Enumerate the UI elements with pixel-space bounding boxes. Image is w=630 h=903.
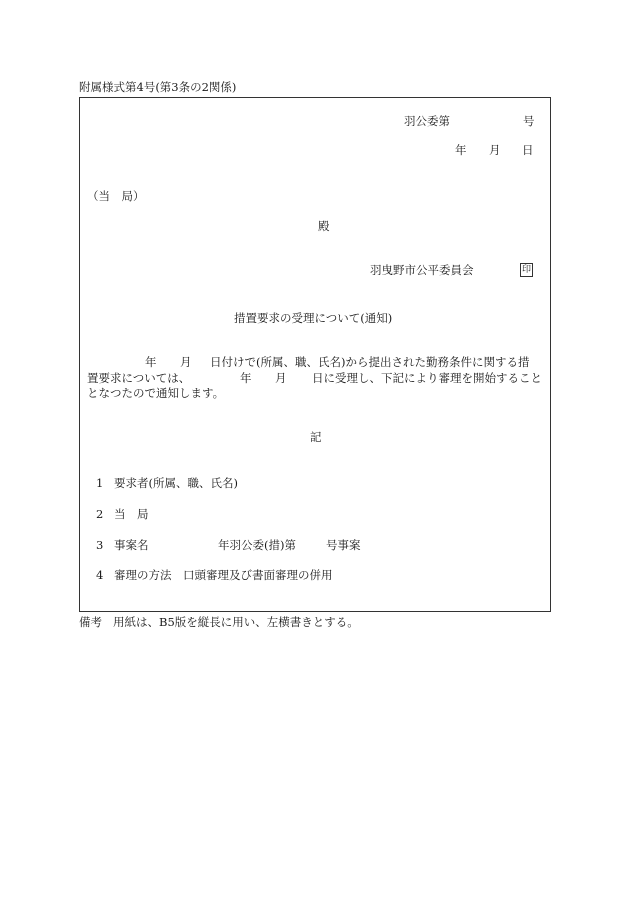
item-3-year-part: 年羽公委(措)第: [218, 538, 296, 552]
item-4-value: 口頭審理及び書面審理の併用: [183, 568, 333, 582]
form-label: 附属様式第4号(第3条の2関係): [79, 80, 237, 94]
item-1-number: 1: [96, 476, 104, 490]
recipient-authority: （当 局）: [87, 189, 145, 203]
body-line2-month: 月: [275, 371, 287, 385]
body-line1-year: 年: [145, 355, 157, 369]
date-day: 日: [522, 143, 534, 157]
item-2-number: 2: [96, 507, 104, 521]
recipient-honorific: 殿: [318, 219, 330, 233]
date-month: 月: [489, 143, 501, 157]
seal-mark: 印: [521, 265, 531, 275]
item-3-number: 3: [96, 538, 104, 552]
sender-name: 羽曳野市公平委員会: [370, 263, 474, 277]
body-line2-year: 年: [240, 371, 252, 385]
item-2-label: 当 局: [114, 507, 149, 521]
doc-number-suffix: 号: [523, 114, 535, 128]
item-1-label: 要求者(所属、職、氏名): [114, 476, 238, 490]
page-title: 措置要求の受理について(通知): [234, 311, 393, 325]
item-4-label: 審理の方法: [114, 568, 172, 582]
body-line1-month: 月: [180, 355, 192, 369]
doc-number-prefix: 羽公委第: [404, 114, 450, 128]
date-year: 年: [455, 143, 467, 157]
footnote-label: 備考: [79, 615, 102, 629]
body-line3-text: となつたので通知します。: [87, 386, 225, 400]
item-3-number-part: 号事案: [326, 538, 361, 552]
body-line2-text: 置要求については、: [87, 371, 191, 385]
body-line2-rest: 日に受理し、下記により審理を開始すること: [312, 371, 542, 385]
footnote-text: 用紙は、B5版を縦長に用い、左横書きとする。: [113, 615, 359, 629]
item-3-label: 事案名: [114, 538, 149, 552]
ki-heading: 記: [310, 430, 322, 444]
body-line1-text: 日付けで(所属、職、氏名)から提出された勤務条件に関する措: [210, 355, 530, 369]
item-4-number: 4: [96, 568, 104, 582]
